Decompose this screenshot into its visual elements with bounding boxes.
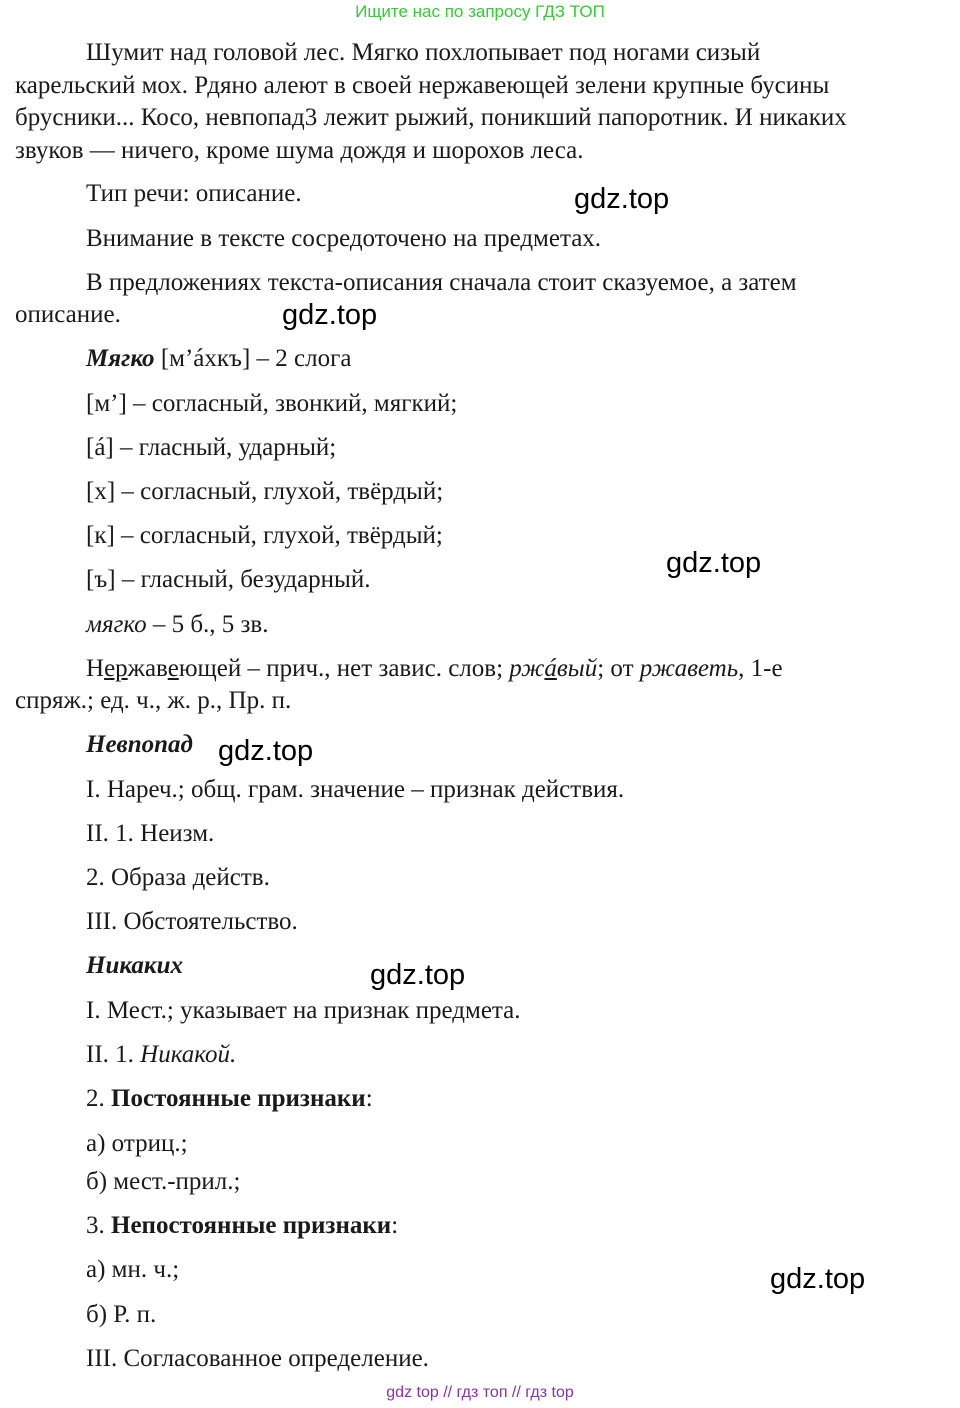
nikakih-line: б) Р. п. <box>86 1301 157 1328</box>
sound-line: [м’] – согласный, звонкий, мягкий; <box>86 390 458 417</box>
variable-features-label: Непостоянные признаки <box>111 1212 392 1239</box>
line-end: : <box>391 1212 399 1239</box>
count-word: мягко <box>86 611 147 638</box>
nikakih-line <box>86 1039 236 1071</box>
word-part: á <box>544 655 557 682</box>
order-line: описание. <box>15 301 121 328</box>
nikakih-line: а) отриц.; <box>86 1130 188 1157</box>
letter-count <box>86 609 268 641</box>
phonetic-word: Мягко <box>86 345 155 372</box>
attention-line: Внимание в тексте сосредоточено на предметах. <box>86 225 602 252</box>
initial-form: Никакой. <box>140 1041 237 1068</box>
phonetic-transcription: [м’áхкъ] – 2 слога <box>154 345 352 372</box>
footer-links[interactable]: gdz top // гдз топ // гдз top <box>386 1384 574 1401</box>
word-part: рж <box>509 655 545 682</box>
sound-line: [ъ] – гласный, безударный. <box>86 566 371 593</box>
nevpopad-line: II. 1. Неизм. <box>86 820 215 847</box>
analysis-text: ; от <box>597 655 640 682</box>
paragraph-line: брусники... Косо, невпопад3 лежит рыжий, поникший папоротник. И никаких <box>15 104 847 131</box>
constant-features-label: Постоянные признаки <box>111 1085 366 1112</box>
line-prefix: II. 1. <box>86 1041 141 1068</box>
analysis-text: , 1-е <box>738 655 783 682</box>
sound-line: [к] – согласный, глухой, твёрдый; <box>86 522 443 549</box>
nevpopad-line: III. Обстоятельство. <box>86 908 298 935</box>
watermark: gdz.top <box>666 547 762 579</box>
nevpopad-line: I. Нареч.; общ. грам. значение – признак действия. <box>86 776 625 803</box>
paragraph-line: звуков — ничего, кроме шума дождя и шорохов леса. <box>15 137 584 164</box>
nikakih-line: а) мн. ч.; <box>86 1256 180 1283</box>
verb: ржаветь <box>639 655 739 682</box>
watermark: gdz.top <box>218 735 314 767</box>
line-prefix: 3. <box>86 1212 111 1239</box>
word-part: Н <box>86 655 105 682</box>
analysis-text: – прич., нет завис. слов; <box>241 655 510 682</box>
nikakih-line <box>86 1083 373 1115</box>
word-part: е <box>167 655 179 682</box>
watermark: gdz.top <box>370 959 466 991</box>
paragraph-line: Шумит над головой лес. Мягко похлопывает под ногами сизый <box>86 39 761 66</box>
line-end: : <box>365 1085 373 1112</box>
nikakih-line <box>86 1210 398 1242</box>
word-part: вый <box>556 655 598 682</box>
nevpopad-line: 2. Образа действ. <box>86 864 270 891</box>
word-part: ющей <box>178 655 242 682</box>
word-part: ер <box>104 655 128 682</box>
sound-line: [х] – согласный, глухой, твёрдый; <box>86 478 444 505</box>
word-part: жав <box>127 655 168 682</box>
top-banner[interactable]: Ищите нас по запросу ГДЗ ТОП <box>355 2 605 21</box>
speech-type: Тип речи: описание. <box>86 180 302 207</box>
watermark: gdz.top <box>770 1263 866 1295</box>
sound-line: [á] – гласный, ударный; <box>86 434 337 461</box>
order-line: В предложениях текста-описания сначала стоит сказуемое, а затем <box>86 269 797 296</box>
participle-analysis <box>86 653 783 685</box>
count-rest: – 5 б., 5 зв. <box>146 611 269 638</box>
phonetic-heading <box>86 343 351 375</box>
nikakih-line: б) мест.-прил.; <box>86 1168 241 1195</box>
participle-analysis-line2: спряж.; ед. ч., ж. р., Пр. п. <box>15 687 292 714</box>
nikakih-line: III. Согласованное определение. <box>86 1345 429 1372</box>
line-prefix: 2. <box>86 1085 111 1112</box>
watermark: gdz.top <box>282 299 378 331</box>
nikakih-line: I. Мест.; указывает на признак предмета. <box>86 997 521 1024</box>
nikakih-title: Никаких <box>86 952 183 979</box>
nevpopad-title: Невпопад <box>86 731 193 758</box>
watermark: gdz.top <box>574 183 670 215</box>
paragraph-line: карельский мох. Рдяно алеют в своей нержавеющей зелени крупные бусины <box>15 72 830 99</box>
